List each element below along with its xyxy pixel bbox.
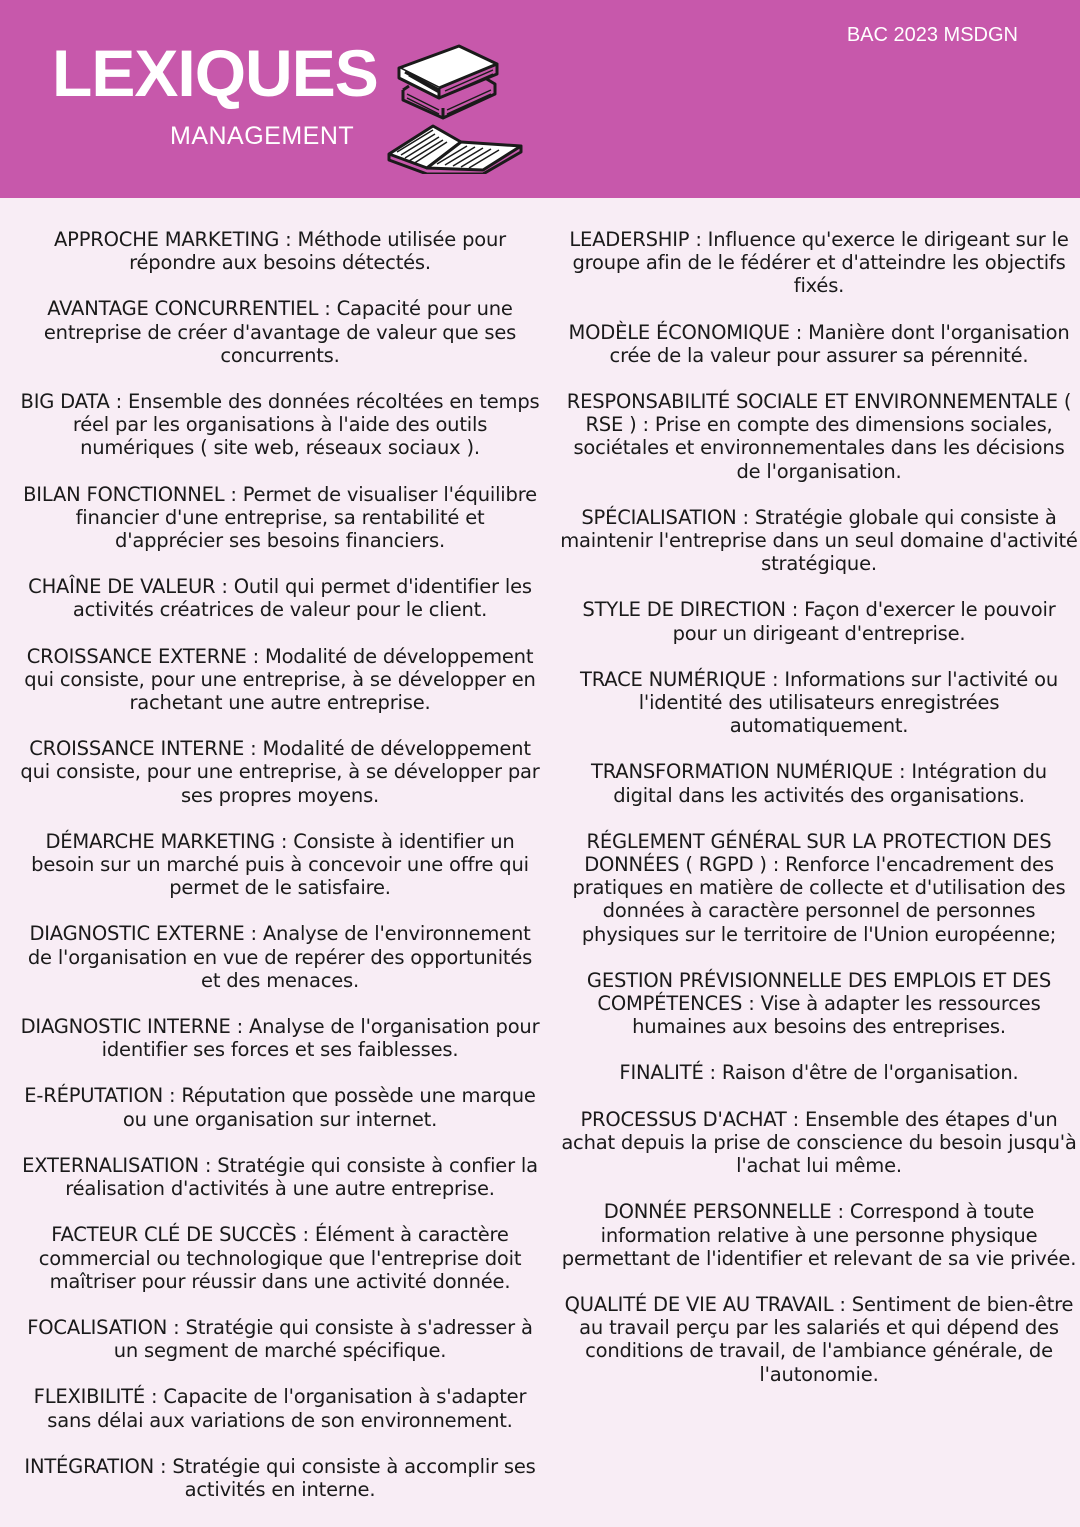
books-icon [385, 42, 525, 174]
glossary-entry: EXTERNALISATION : Stratégie qui consiste à confier la réalisation d'activités à une autre entreprise. [22, 1153, 538, 1201]
glossary-entry: DIAGNOSTIC INTERNE : Analyse de l'organisation pour identifier ses forces et ses faiblesses. [20, 1015, 540, 1062]
glossary-entry: RÉGLEMENT GÉNÉRAL SUR LA PROTECTION DES DONNÉES ( RGPD ) : Renforce l'encadrement des pratiques en matière de collecte et d'utilisation des données à caractère personnel de personnes physiques sur le territoire de l'Union européenne; [572, 829, 1066, 946]
glossary-entry: BILAN FONCTIONNEL : Permet de visualiser l'équilibre financier d'une entreprise, sa rentabilité et d'apprécier ses besoins financiers. [23, 482, 537, 553]
glossary-entry: APPROCHE MARKETING : Méthode utilisée pour répondre aux besoins détectés. [54, 228, 506, 275]
glossary-entry: CHAÎNE DE VALEUR : Outil qui permet d'identifier les activités créatrices de valeur pour le client. [28, 575, 532, 622]
glossary-entry: MODÈLE ÉCONOMIQUE : Manière dont l'organisation crée de la valeur pour assurer sa pérennité. [568, 320, 1070, 367]
exam-badge: BAC 2023 MSDGN [846, 24, 1018, 46]
glossary-entry: GESTION PRÉVISIONNELLE DES EMPLOIS ET DES COMPÉTENCES : Vise à adapter les ressources humaines aux besoins des entreprises. [586, 968, 1052, 1039]
glossary-entry: DONNÉE PERSONNELLE : Correspond à toute information relative à une personne physique permettant de l'identifier et relevant de sa vie privée. [561, 1200, 1077, 1270]
glossary-entry: DÉMARCHE MARKETING : Consiste à identifier un besoin sur un marché puis à concevoir une offre qui permet de le satisfaire. [31, 829, 529, 900]
glossary-entry: AVANTAGE CONCURRENTIEL : Capacité pour une entreprise de créer d'avantage de valeur que ses concurrents. [43, 297, 517, 367]
glossary-entry: CROISSANCE EXTERNE : Modalité de développement qui consiste, pour une entreprise, à se développer en rachetant une autre entreprise. [24, 644, 536, 715]
glossary-entry: RESPONSABILITÉ SOCIALE ET ENVIRONNEMENTALE ( RSE ) : Prise en compte des dimensions sociales, sociétales et environnementales dans les décisions de l'organisation. [566, 390, 1072, 483]
glossary-entry: FACTEUR CLÉ DE SUCCÈS : Élément à caractère commercial ou technologique que l'entreprise doit maîtriser pour réussir dans une activité donnée. [38, 1223, 522, 1293]
glossary-entry: FLEXIBILITÉ : Capacite de l'organisation à s'adapter sans délai aux variations de son environnement. [33, 1385, 527, 1432]
glossary-left-column [20, 228, 540, 1524]
glossary-entry: TRACE NUMÉRIQUE : Informations sur l'activité ou l'identité des utilisateurs enregistrées automatiquement. [580, 667, 1058, 738]
header-banner [0, 0, 1080, 198]
glossary-entry: STYLE DE DIRECTION : Façon d'exercer le pouvoir pour un dirigeant d'entreprise. [582, 598, 1056, 645]
glossary-entry: BIG DATA : Ensemble des données récoltées en temps réel par les organisations à l'aide des outils numériques ( site web, réseaux sociaux ). [20, 390, 540, 460]
glossary-entry: TRANSFORMATION NUMÉRIQUE : Intégration du digital dans les activités des organisations. [591, 760, 1047, 807]
glossary-entry: LEADERSHIP : Influence qu'exerce le dirigeant sur le groupe afin de le fédérer et d'atteindre les objectifs fixés. [569, 228, 1069, 298]
glossary-entry: QUALITÉ DE VIE AU TRAVAIL : Sentiment de bien-être au travail perçu par les salariés et qui dépend des conditions de travail, de l'ambiance générale, de l'autonomie. [564, 1292, 1074, 1386]
page-title: LEXIQUES [52, 36, 378, 110]
glossary-entry: CROISSANCE INTERNE : Modalité de développement qui consiste, pour une entreprise, à se développer par ses propres moyens. [20, 737, 540, 807]
glossary-entry: PROCESSUS D'ACHAT : Ensemble des étapes d'un achat depuis la prise de conscience du besoin jusqu'à l'achat lui même. [561, 1107, 1077, 1178]
glossary-entry: DIAGNOSTIC EXTERNE : Analyse de l'environnement de l'organisation en vue de repérer des opportunités et des menaces. [27, 922, 533, 992]
glossary-entry: FOCALISATION : Stratégie qui consiste à s'adresser à un segment de marché spécifique. [27, 1315, 533, 1363]
glossary-entry: SPÉCIALISATION : Stratégie globale qui consiste à maintenir l'entreprise dans un seul domaine d'activité stratégique. [560, 505, 1078, 576]
glossary-right-column [560, 228, 1078, 1409]
glossary-entry: INTÉGRATION : Stratégie qui consiste à accomplir ses activités en interne. [24, 1454, 536, 1501]
glossary-entry: FINALITÉ : Raison d'être de l'organisation. [619, 1061, 1019, 1085]
page-subtitle: MANAGEMENT [170, 122, 355, 150]
glossary-entry: E-RÉPUTATION : Réputation que possède une marque ou une organisation sur internet. [24, 1084, 536, 1131]
